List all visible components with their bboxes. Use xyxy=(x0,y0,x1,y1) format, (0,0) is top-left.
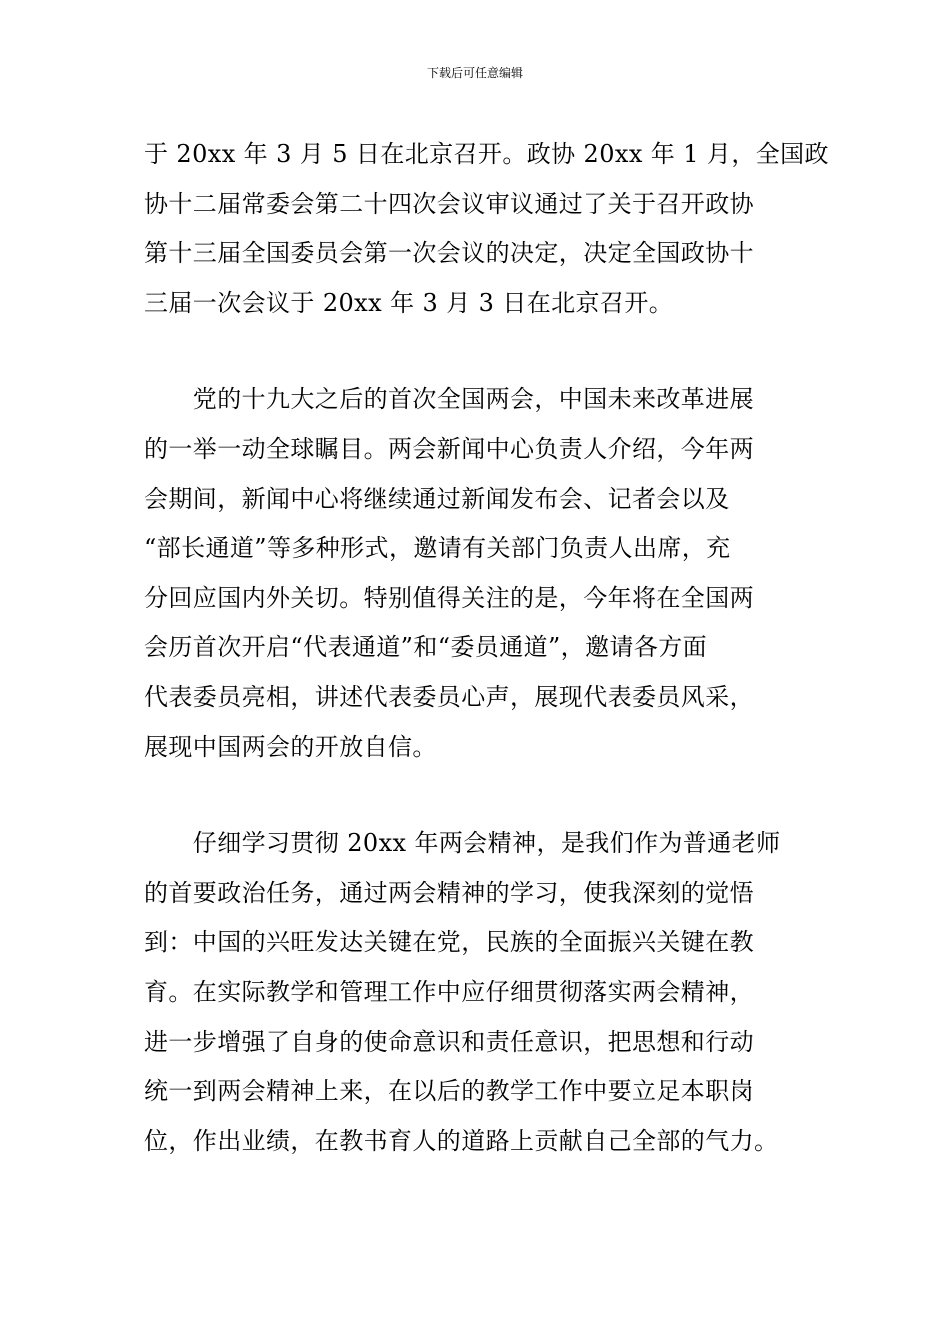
page-header: 下载后可任意编辑 xyxy=(426,66,523,80)
text-line: 协十二届常委会第二十四次会议审议通过了关于召开政协 xyxy=(144,189,754,218)
document-body xyxy=(144,130,829,1166)
text-line: 党的十九大之后的首次全国两会，中国未来改革进展 xyxy=(144,385,754,414)
text-line: 三届一次会议于 20xx 年 3 月 3 日在北京召开。 xyxy=(144,288,674,317)
text-line: “部长通道”等多种形式，邀请有关部门负责人出席，充 xyxy=(144,534,731,563)
paragraph-1 xyxy=(144,130,829,328)
text-line: 仔细学习贯彻 20xx 年两会精神，是我们作为普通老师 xyxy=(144,829,781,858)
paragraph-2 xyxy=(144,375,806,772)
text-line: 展现中国两会的开放自信。 xyxy=(144,732,437,761)
text-line: 的首要政治任务，通过两会精神的学习，使我深刻的觉悟 xyxy=(144,878,754,907)
text-line: 代表委员亮相，讲述代表委员心声，展现代表委员风采， xyxy=(144,682,754,711)
text-line: 位，作出业绩，在教书育人的道路上贡献自己全部的气力。 xyxy=(144,1126,779,1155)
text-line: 于 20xx 年 3 月 5 日在北京召开。政协 20xx 年 1 月，全国政 xyxy=(144,140,829,168)
text-line: 分回应国内外关切。特别值得关注的是，今年将在全国两 xyxy=(144,583,754,612)
text-line: 会历首次开启“代表通道”和“委员通道”，邀请各方面 xyxy=(144,633,708,662)
text-line: 的一举一动全球瞩目。两会新闻中心负责人介绍，今年两 xyxy=(144,434,754,463)
text-line: 进一步增强了自身的使命意识和责任意识，把思想和行动 xyxy=(144,1027,754,1056)
text-line: 到：中国的兴旺发达关键在党，民族的全面振兴关键在教 xyxy=(144,928,754,957)
text-line: 统一到两会精神上来，在以后的教学工作中要立足本职岗 xyxy=(144,1077,754,1106)
paragraph-3 xyxy=(144,819,806,1166)
text-line: 会期间，新闻中心将继续通过新闻发布会、记者会以及 xyxy=(144,484,730,513)
text-line: 育。在实际教学和管理工作中应仔细贯彻落实两会精神， xyxy=(144,977,754,1006)
text-line: 第十三届全国委员会第一次会议的决定，决定全国政协十 xyxy=(144,239,754,268)
